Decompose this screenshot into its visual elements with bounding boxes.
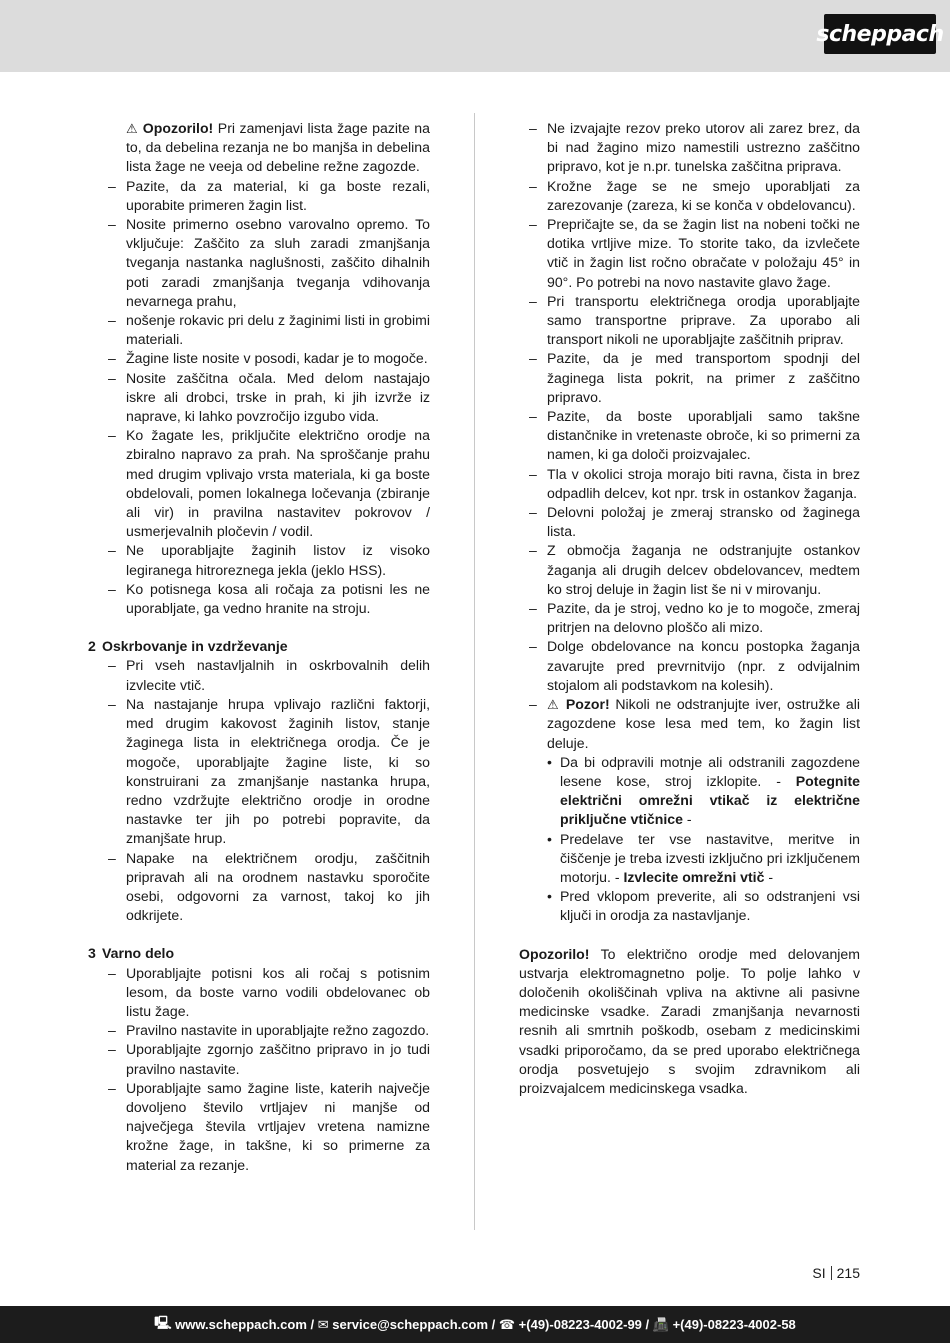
list-item: – Pravilno nastavite in uporabljajte režno zagozdo.: [108, 1022, 430, 1039]
computer-icon: 🖳: [154, 1314, 176, 1330]
list-item: – Ko žagate les, priključite električno orodje na zbiralno napravo za prah. Na sproščanje prahu med drugim vplivajo vrsta materiala, ki ga boste obdelovali, pomen lokalnega ločevanja (zbiranje ali vir) in pravilna nastavitev pokrovov / usmerjevalnih pločevin / vodil.: [108, 427, 430, 540]
list-item: – Ko potisnega kosa ali ročaja za potisni les ne uporabljate, ga vedno hranite na stroju.: [108, 580, 430, 617]
list-item: – Pazite, da je stroj, vedno ko je to mogoče, zmeraj pritrjen na delovno ploščo ali mizo.: [529, 600, 860, 636]
list-item: – Uporabljajte potisni kos ali ročaj s potisnim lesom, da boste varno vodili obdelovanec ob listu žage.: [108, 964, 430, 1019]
list-item: – Nosite primerno osebno varovalno opremo. To vključuje: Zaščito za sluh zaradi zmanjšanja tveganja nastanka naglušnosti, zaščito dihalnih poti zaradi zmanjšanja tveganja vdihovanja nevarnega prahu,: [108, 216, 430, 309]
list-item: – Nosite zaščitna očala. Med delom nastajajo iskre ali drobci, trske in prah, ki jih izvrže iz naprave, ki lahko povzročijo izgubo vida.: [108, 369, 430, 425]
section-heading: 3 Varno delo: [88, 945, 175, 962]
warning-text: Pri zamenjavi lista žage pazite na to, da debelina rezanja ne bo manjša in debelina lista žage ne veeja od debeline režne zagozde.: [126, 120, 430, 175]
bullet-item: • Da bi odpravili motnje ali odstranili zagozdene lesene kose, stroj izklopite. - Potegnite električni omrežni vtikač iz električne priključne vtičnice -: [547, 753, 860, 828]
list-item: – Dolge obdelovance na koncu postopka žaganja zavarujte pred prevrnitvijo (npr. z odvijalnim stojalom ali podstavkom na kolesih).: [529, 638, 860, 693]
list-item: – Pri vseh nastavljalnih in oskrbovalnih delih izvlecite vtič.: [108, 657, 430, 693]
list-item: – Napake na električnem orodju, zaščitnih pripravah ali na orodnem nastavku sporočite osebi, odgovorni za varnost, takoj ko jih odkrijete.: [108, 849, 430, 924]
list-item: – Pazite, da za material, ki ga boste rezali, uporabite primeren žagin list.: [108, 177, 430, 213]
list-item: – Pazite, da je med transportom spodnji del žaginega lista pokrit, na primer z zaščitno pripravo.: [529, 350, 860, 405]
list-item: – Pazite, da boste uporabljali samo takšne distančnike in vretenaste obroče, ki so primerni za namen, ki ga določi proizvajalec.: [529, 408, 860, 463]
page-number: SI 215: [812, 1265, 860, 1281]
footer-website[interactable]: www.scheppach.com: [175, 1317, 307, 1332]
footer-fax: +(49)-08223-4002-58: [672, 1317, 796, 1332]
list-item: – Krožne žage se ne smejo uporabljati za zarezovanje (zareza, ki se konča v obdelovancu).: [529, 177, 860, 213]
column-divider: [474, 113, 475, 1230]
list-item: – Z območja žaganja ne odstranjujte ostankov žaganja ali drugih delcev obdelovancev, medtem ko stroj deluje in žagin list še ni v mirovanju.: [529, 542, 860, 597]
header-band: [0, 0, 950, 72]
list-item: – Na nastajanje hrupa vplivajo različni faktorji, med drugim kakovost žaginih listov, stanje žaginega lista in električnega orodja. Če je mogoče, uporabljajte žagine liste, ki so konstruirani za zmanjšanje nastanka hrupa, redno vzdržujte električno orodje in orodne nastavke ter jih po potrebi popravite, da zmanjšate hrup.: [108, 695, 430, 847]
phone-icon: ☎: [498, 1316, 519, 1332]
emf-warning-paragraph: Opozorilo! To električno orodje med delovanjem ustvarja elektromagnetno polje. To polje lahko v določenih okoliščinah vpliva na aktivne ali pasivne medicinske vsadke. Zaradi zmanjšanja nevarnosti resnih ali smrtnih poškodb, osebam z medicinskimi vsadki priporočamo, da se pred uporabo električnega orodja posvetujejo s svojim zdravnikom ali proizvajalcem medicinskega vsadka.: [519, 945, 860, 1096]
fax-icon: 📠: [652, 1316, 673, 1332]
brand-logo: scheppach: [824, 14, 936, 54]
list-item: – nošenje rokavic pri delu z žaginimi listi in grobimi materiali.: [108, 312, 430, 348]
caution-label: Pozor!: [565, 696, 610, 713]
left-column: [88, 119, 430, 1175]
list-item: – Tla v okolici stroja morajo biti ravna, čista in brez odpadlih delcev, kot npr. trsk in ostankov žaganja.: [529, 465, 860, 501]
list-item: – Uporabljajte zgornjo zaščitno pripravo in jo tudi pravilno nastavite.: [108, 1041, 430, 1077]
warning-paragraph: [88, 119, 430, 177]
list-item: – Prepričajte se, da se žagin list na nobeni točki ne dotika vrtljive mize. To storite tako, da izvlečete vtič in žagin list ročno obračate v položaju 45° in 90°. Po potrebi na novo nastavite glavo žage.: [529, 216, 860, 290]
list-item: – Ne izvajajte rezov preko utorov ali zarez brez, da bi nad žagino mizo namestili ustrezno zaščitno pripravo, kot je n.pr. tunelska zaščitna priprava.: [529, 120, 860, 175]
mail-icon: ✉: [317, 1316, 333, 1332]
list-item: – Uporabljajte samo žagine liste, katerih največje dovoljeno število vrtljajev ni manjše od največjega števila vrtljajev vretena namizne krožne žage, in takšne, ki so primerne za material za rezanje.: [108, 1079, 430, 1173]
footer-band: 🖳 www.scheppach.com / ✉ service@scheppach.com / ☎ +(49)-08223-4002-99 / 📠 +(49)-08223-4002-58: [0, 1306, 950, 1343]
warning-triangle-icon: ⚠: [547, 697, 566, 713]
warning-triangle-icon: ⚠: [126, 121, 139, 136]
bullet-item: • Predelave ter vse nastavitve, meritve in čiščenje je treba izvesti izključno pri izključenem motorju. - Izvlecite omrežni vtič -: [547, 830, 861, 885]
bullet-item: • Pred vklopom preverite, ali so odstranjeni vsi ključi in orodja za nastavljanje.: [547, 888, 860, 924]
warning-label: Opozorilo!: [142, 120, 214, 136]
footer-phone: +(49)-08223-4002-99: [518, 1317, 642, 1332]
section-heading: 2 Oskrbovanje in vzdrževanje: [88, 638, 288, 655]
list-item: – Pri transportu električnega orodja uporabljajte samo transportne priprave. Za uporabo ali transport nikoli ne uporabljajte zaščitnih priprav.: [529, 292, 860, 348]
list-item: – Žagine liste nosite v posodi, kadar je to mogoče.: [108, 350, 428, 367]
list-item: – ⚠ Pozor! Nikoli ne odstranjujte iver, ostružke ali zagozdene kose lesa med tem, ko žagin list deluje.: [529, 696, 860, 751]
right-column: [519, 119, 860, 1098]
footer-email[interactable]: service@scheppach.com: [332, 1317, 489, 1332]
list-item: – Delovni položaj je zmeraj stransko od žaginega lista.: [529, 504, 860, 540]
list-item: – Ne uporabljajte žaginih listov iz visoko legiranega hitroreznega jekla (jeklo HSS).: [108, 542, 430, 578]
